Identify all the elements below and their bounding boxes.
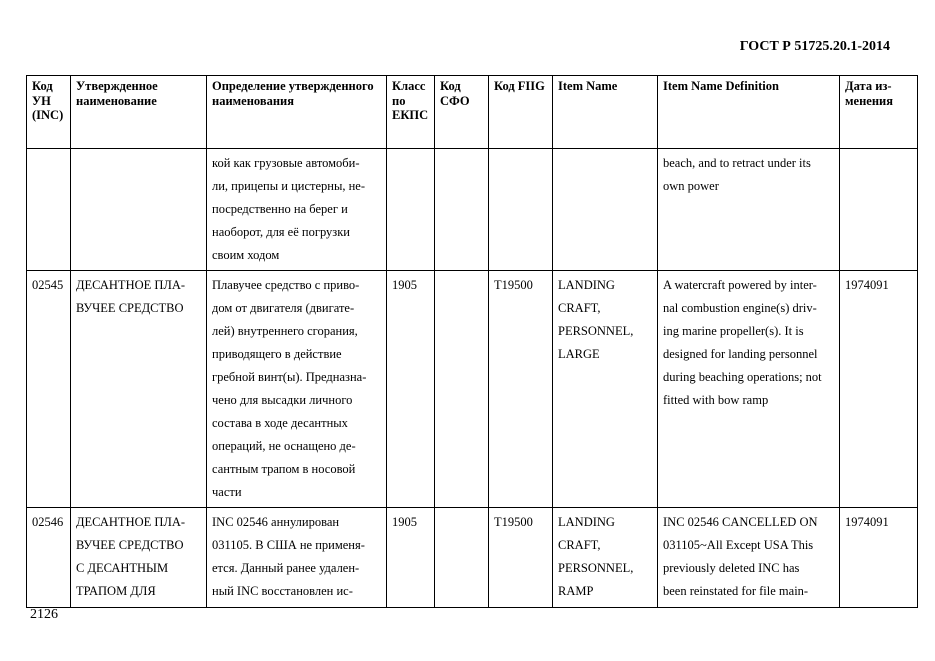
text-line: fitted with bow ramp [663, 393, 769, 407]
text-line: части [212, 485, 242, 499]
text-line: own power [663, 179, 719, 193]
cell-change-date [840, 149, 918, 271]
cell-sfo [435, 271, 489, 508]
text-line: своим ходом [212, 248, 280, 262]
cell-item-name-definition [658, 149, 840, 271]
text-line: ДЕСАНТНОЕ ПЛА- [76, 515, 186, 529]
cell-change-date: 1974091 [840, 508, 918, 608]
text-line: ется. Данный ранее удален- [212, 561, 360, 575]
text-line: ли, прицепы и цистерны, не- [212, 179, 365, 193]
text-line: ВУЧЕЕ СРЕДСТВО [76, 538, 184, 552]
cell-definition [207, 508, 387, 608]
text-line: LANDING [558, 278, 615, 292]
text-line: during beaching operations; not [663, 370, 822, 384]
col-header-inc: Код УН (INC) [27, 76, 71, 149]
cell-approved-name [71, 508, 207, 608]
cell-fiig [489, 149, 553, 271]
text-line: beach, and to retract under its [663, 156, 811, 170]
col-header-change-date: Дата из-менения [840, 76, 918, 149]
text-line: ing marine propeller(s). It is [663, 324, 804, 338]
text-line: приводящего в действие [212, 347, 342, 361]
text-line: been reinstated for file main- [663, 584, 809, 598]
cell-inc: 02546 [27, 508, 71, 608]
table-row [27, 508, 918, 608]
cell-item-name-definition [658, 271, 840, 508]
cell-item-name [553, 508, 658, 608]
header-row [27, 76, 918, 149]
text-line: INC 02546 аннулирован [212, 515, 340, 529]
text-line: ДЕСАНТНОЕ ПЛА- [76, 278, 186, 292]
cell-definition [207, 149, 387, 271]
text-line: PERSONNEL, [558, 561, 634, 575]
col-header-definition: Определение утвержденного наименования [207, 76, 387, 149]
text-line: 031105~All Except USA This [663, 538, 814, 552]
text-line: ный INC восстановлен ис- [212, 584, 353, 598]
standard-code: ГОСТ Р 51725.20.1-2014 [739, 39, 890, 54]
text-line: операций, не оснащено де- [212, 439, 356, 453]
cell-approved-name [71, 149, 207, 271]
text-line: RAMP [558, 584, 594, 598]
text-line: кой как грузовые автомоби- [212, 156, 360, 170]
text-line: посредственно на берег и [212, 202, 348, 216]
text-line: дом от двигателя (двигате- [212, 301, 355, 315]
cell-item-name [553, 149, 658, 271]
col-header-item-name-definition: Item Name Definition [658, 76, 840, 149]
table-row [27, 271, 918, 508]
text-line: чено для высадки личного [212, 393, 353, 407]
cell-inc: 02545 [27, 271, 71, 508]
text-line: CRAFT, [558, 538, 601, 552]
text-line: ТРАПОМ ДЛЯ [76, 584, 156, 598]
text-line: A watercraft powered by inter- [663, 278, 817, 292]
classification-table [26, 75, 918, 608]
cell-sfo [435, 149, 489, 271]
cell-definition [207, 271, 387, 508]
text-line: ВУЧЕЕ СРЕДСТВО [76, 301, 184, 315]
text-line: 031105. В США не применя- [212, 538, 365, 552]
text-line: LARGE [558, 347, 600, 361]
text-line: previously deleted INC has [663, 561, 800, 575]
text-line: С ДЕСАНТНЫМ [76, 561, 169, 575]
col-header-sfo: Код СФО [435, 76, 489, 149]
page-number: 2126 [30, 607, 58, 622]
text-line: наоборот, для её погрузки [212, 225, 351, 239]
table-row [27, 149, 918, 271]
text-line: гребной винт(ы). Предназна- [212, 370, 367, 384]
cell-class: 1905 [387, 508, 435, 608]
cell-fiig: T19500 [489, 271, 553, 508]
cell-approved-name [71, 271, 207, 508]
text-line: designed for landing personnel [663, 347, 818, 361]
col-header-approved-name: Утвержденное наименование [71, 76, 207, 149]
cell-fiig: T19500 [489, 508, 553, 608]
col-header-item-name: Item Name [553, 76, 658, 149]
text-line: INC 02546 CANCELLED ON [663, 515, 818, 529]
cell-inc [27, 149, 71, 271]
text-line: CRAFT, [558, 301, 601, 315]
text-line: nal combustion engine(s) driv- [663, 301, 817, 315]
col-header-class: Класс по ЕКПС [387, 76, 435, 149]
text-line: лей) внутреннего сгорания, [212, 324, 358, 338]
cell-change-date: 1974091 [840, 271, 918, 508]
col-header-fiig: Код FIIG [489, 76, 553, 149]
cell-sfo [435, 508, 489, 608]
text-line: сантным трапом в носовой [212, 462, 356, 476]
cell-class [387, 149, 435, 271]
text-line: PERSONNEL, [558, 324, 634, 338]
cell-item-name-definition [658, 508, 840, 608]
text-line: состава в ходе десантных [212, 416, 348, 430]
cell-item-name [553, 271, 658, 508]
text-line: Плавучее средство с приво- [212, 278, 360, 292]
text-line: LANDING [558, 515, 615, 529]
cell-class: 1905 [387, 271, 435, 508]
